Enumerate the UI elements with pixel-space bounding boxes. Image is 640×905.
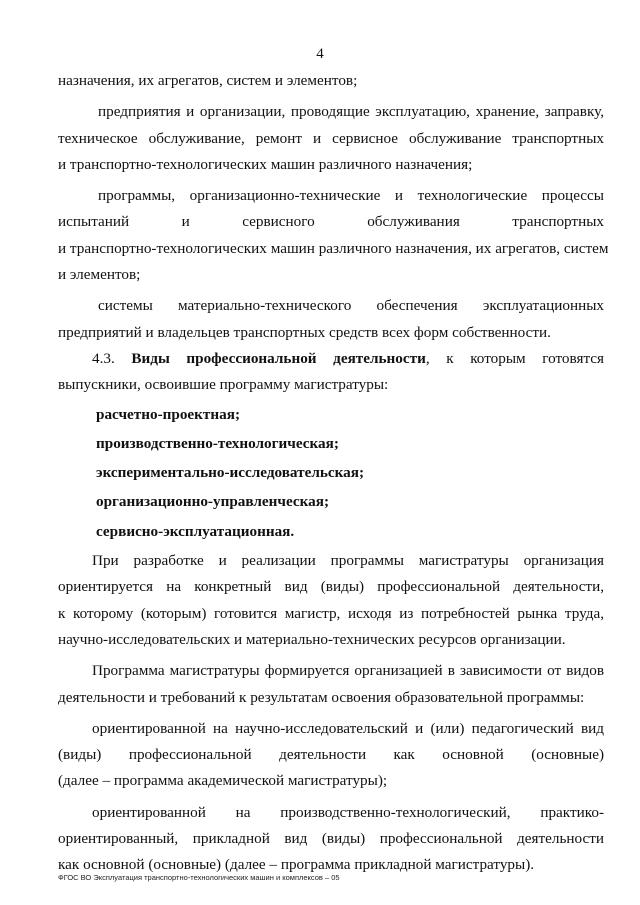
section-paragraph [58,346,604,399]
section-heading-line [58,346,604,372]
section-number: 4.3. [92,349,115,367]
text-line: (далее – программа академической магистратуры); [58,772,388,790]
activity-type-item: производственно-технологическая; [96,434,339,452]
page-footer: ФГОС ВО Эксплуатация транспортно-технологических машин и комплексов – 05 [58,873,340,882]
activity-type-item: сервисно-эксплуатационная. [96,522,295,540]
text-line: При разработке и реализации программы магистратуры организация [92,552,604,570]
text-line: системы материально-технического обеспечения эксплуатационных [98,297,604,315]
text-line: техническое обслуживание, ремонт и сервисное обслуживание транспортных [58,129,604,147]
text-line: ориентированной на научно-исследовательский и (или) педагогический вид [92,719,604,737]
text-line: к которому (которым) готовится магистр, исходя из потребностей рынка труда, [58,604,604,622]
text-line: ориентированный, прикладной вид (виды) профессиональной деятельности [58,830,604,848]
text-line: научно-исследовательских и материально-технических ресурсов организации. [58,630,566,648]
text-line: как основной (основные) (далее – программа прикладной магистратуры). [58,856,535,874]
text-line: и транспортно-технологических машин различного назначения; [58,155,473,173]
text-line: выпускники, освоившие программу магистратуры: [58,376,389,394]
text-line: программы, организационно-технические и технологические процессы [98,187,604,205]
section-title-tail: , к которым готовятся [425,349,604,367]
text-line: деятельности и требований к результатам освоения образовательной программы: [58,688,585,706]
paragraph [58,183,609,288]
section-title: Виды профессиональной деятельности [131,349,426,367]
text-line: предприятия и организации, проводящие эксплуатацию, хранение, заправку, [98,103,604,121]
text-line: Программа магистратуры формируется организацией в зависимости от видов [92,662,604,680]
paragraph [58,548,604,653]
paragraph [58,716,604,795]
text-line: и элементов; [58,266,141,284]
activity-type-item: экспериментально-исследовательская; [96,464,365,482]
text-line: ориентированной на производственно-технологический, практико- [92,803,604,821]
text-line: ориентируется на конкретный вид (виды) профессиональной деятельности, [58,578,604,596]
paragraph [58,293,604,346]
text-line: предприятий и владельцев транспортных средств всех форм собственности. [58,323,551,341]
paragraph [58,99,604,178]
activity-type-item: организационно-управленческая; [96,493,329,511]
text-line: назначения, их агрегатов, систем и элементов; [58,72,358,89]
paragraph [58,68,604,94]
page-number: 4 [316,46,324,62]
document-body [58,68,609,879]
text-line: испытаний и сервисного обслуживания транспортных [58,213,604,231]
text-line: (виды) профессиональной деятельности как основной (основные) [58,746,604,764]
paragraph [58,800,604,879]
text-line: и транспортно-технологических машин различного назначения, их агрегатов, систем [58,239,609,257]
paragraph [58,658,604,711]
activity-type-item: расчетно-проектная; [96,405,241,423]
